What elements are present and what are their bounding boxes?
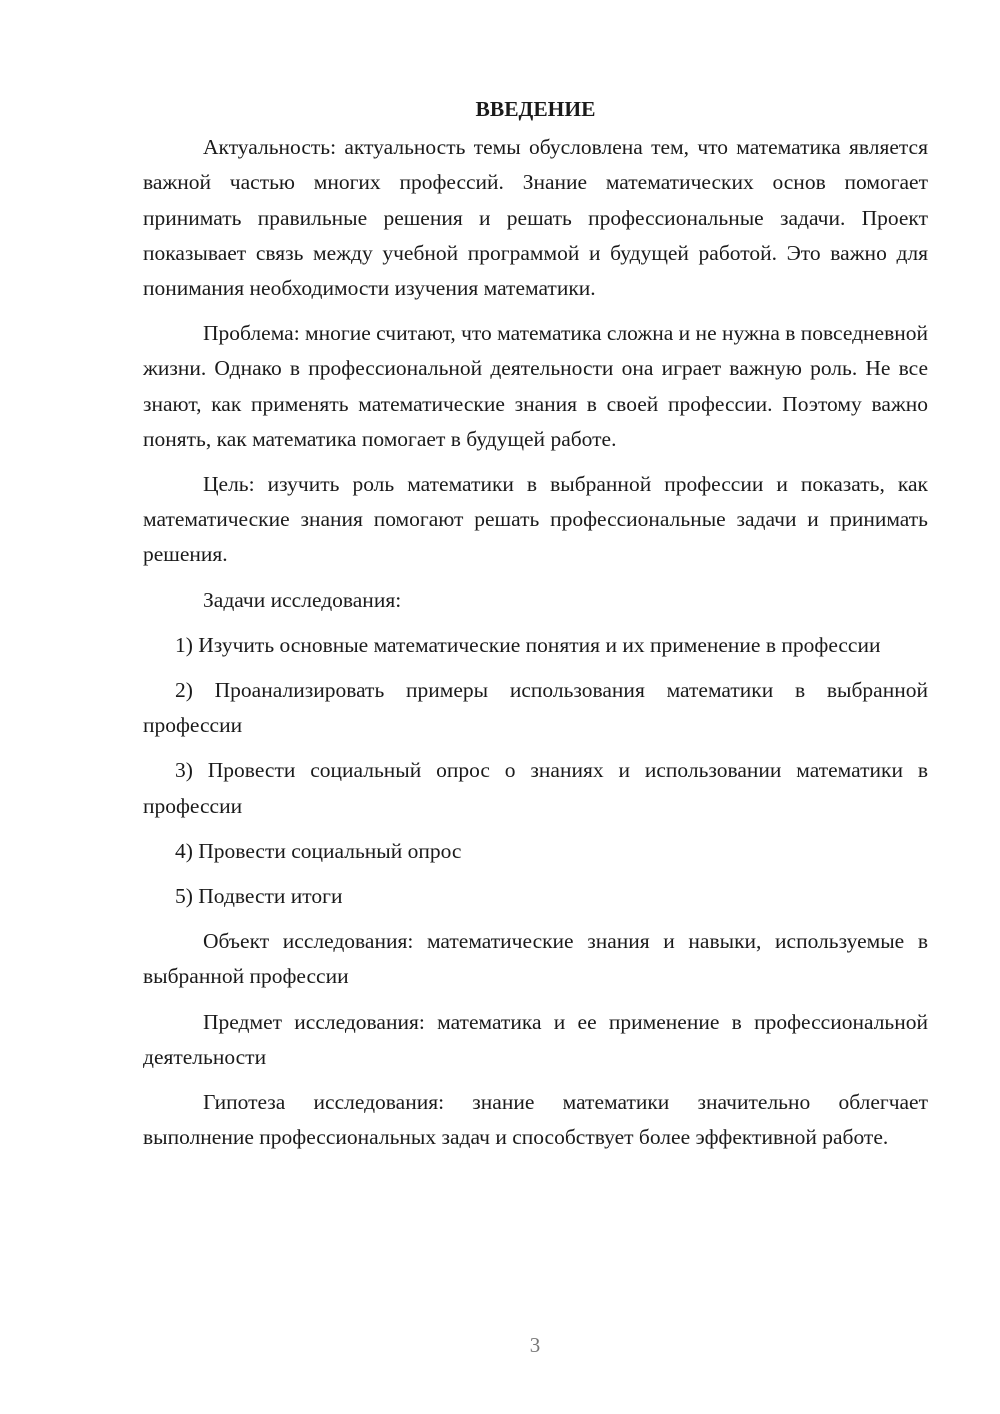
tasks-list xyxy=(143,628,928,914)
tasks-heading: Задачи исследования: xyxy=(203,587,402,612)
paragraph-hypothesis: Гипотеза исследования: знание математики значительно облегчает выполнение профессиональных задач и способствует более эффективной работе. xyxy=(143,1090,928,1150)
list-item: 1) Изучить основные математические понятия и их применение в профессии xyxy=(175,632,881,657)
paragraph-goal: Цель: изучить роль математики в выбранной профессии и показать, как математические знания помогают решать профессиональные задачи и принимать решения. xyxy=(143,472,928,567)
paragraph-relevance: Актуальность: актуальность темы обусловлена тем, что математика является важной частью многих профессий. Знание математических основ помогает принимать правильные решения и решать профессиональные задачи. Проект показывает связь между учебной программой и будущей работой. Это важно для понимания необходимости изучения математики. xyxy=(143,135,928,301)
page-number: 3 xyxy=(529,1333,541,1357)
paragraph-object: Объект исследования: математические знания и навыки, используемые в выбранной профессии xyxy=(143,929,928,989)
list-item: 4) Провести социальный опрос xyxy=(175,838,462,863)
list-item: 5) Подвести итоги xyxy=(175,884,343,909)
list-item: 3) Провести социальный опрос о знаниях и использовании математики в профессии xyxy=(143,758,928,818)
paragraph-subject: Предмет исследования: математика и ее применение в профессиональной деятельности xyxy=(143,1009,928,1069)
paragraph-problem: Проблема: многие считают, что математика сложна и не нужна в повседневной жизни. Однако в профессиональной деятельности она играет важную роль. Не все знают, как применять математические знания в своей профессии. Поэтому важно понять, как математика помогает в будущей работе. xyxy=(143,321,929,451)
section-title: ВВЕДЕНИЕ xyxy=(475,97,596,121)
document-body xyxy=(143,92,928,1155)
list-item: 2) Проанализировать примеры использования математики в выбранной профессии xyxy=(143,678,928,738)
